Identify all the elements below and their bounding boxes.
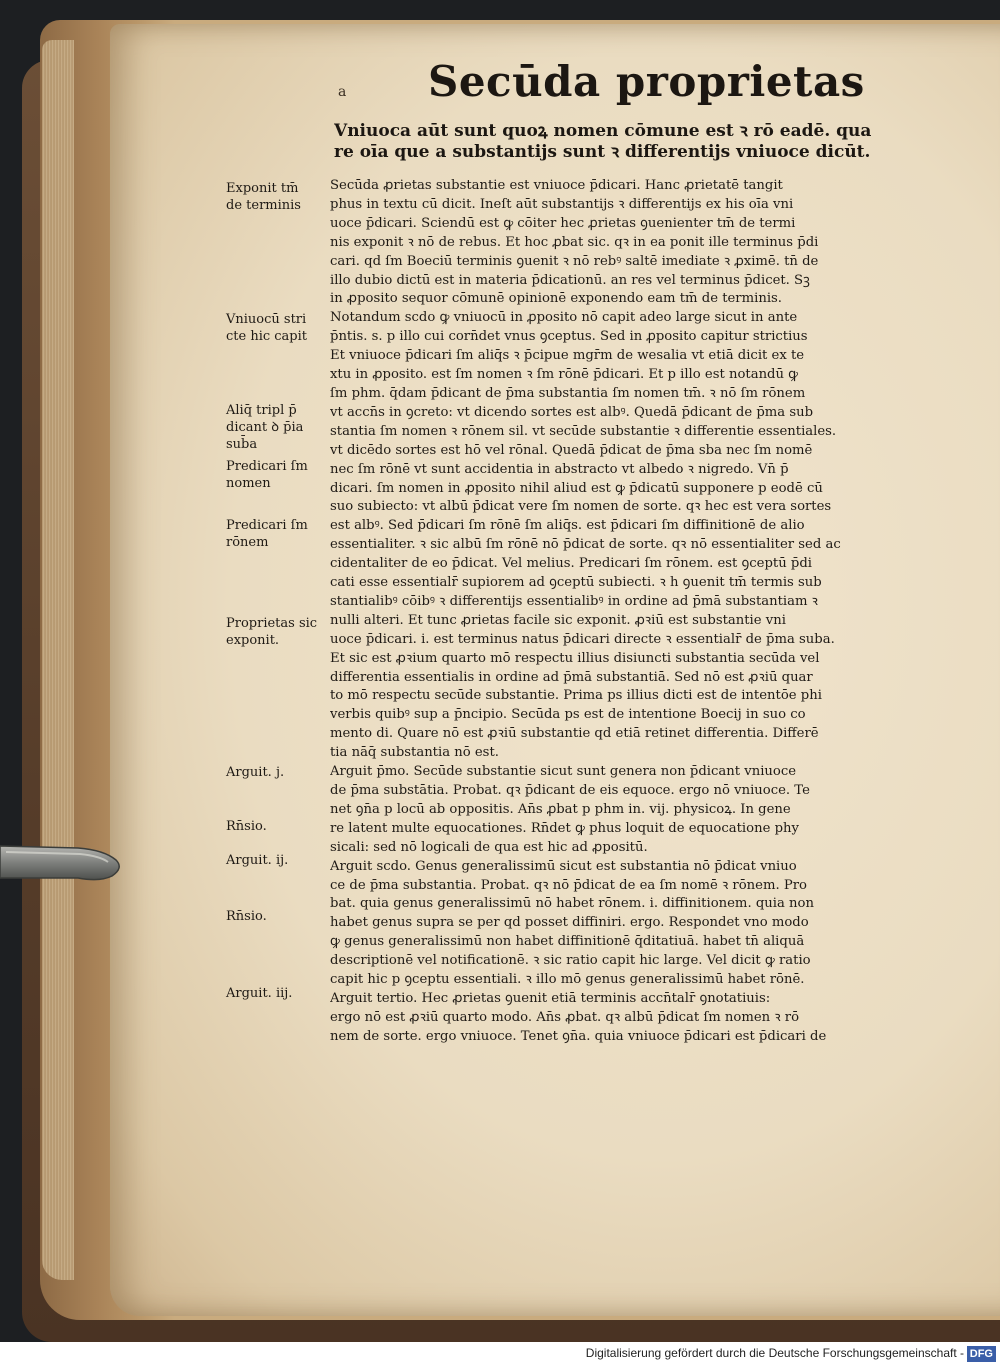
margin-note-line: cte hic capit xyxy=(226,329,308,344)
text-line: in ꝓposito sequor cōmunē opinionē exponendo eam tm̄ de terminis. xyxy=(330,291,782,307)
lemma-line: Vniuoca aūt sunt quoꝝ nomen cōmune est ꝛ rō eadē. qua xyxy=(334,121,872,141)
text-line: habet genus supra se per qd̄ posset diffiniri. ergo. Respondet vno modo xyxy=(330,915,809,931)
corner-mark: a xyxy=(338,84,347,100)
text-line: est albꝰ. Sed p̄dicari ſm rōnē ſm aliq̄s. est p̄dicari ſm diffinitionē de alio xyxy=(330,518,805,534)
margin-note-line: Exponit tm̄ xyxy=(226,181,299,196)
margin-note-line: Arguit. j. xyxy=(226,765,285,780)
text-line: vt accn̄s in ꝯcreto: vt dicendo sortes est albꝰ. Quedā p̄dicant de p̄ma sub xyxy=(330,404,814,420)
dfg-logo: DFG xyxy=(967,1346,996,1362)
text-line: mento di. Quare nō est ꝓꝛiū substantie qd̄ etiā retinet differentia. Differē xyxy=(330,726,819,742)
margin-note-line: Arguit. iij. xyxy=(226,986,293,1001)
text-line: stantialibꝰ cōibꝰ ꝛ differentijs essentialibꝰ in ordine ad p̄mā substantiam ꝛ xyxy=(330,593,818,609)
text-line: xtu in ꝓposito. est ſm nomen ꝛ ſm rōnē p̄dicari. Et p illo est notandū ꝙ xyxy=(330,367,799,383)
margin-note-responsio-2 xyxy=(226,908,338,925)
text-line: Et sic est ꝓꝛium quarto mō respectu illius disiuncti substantia secūda vel xyxy=(330,650,820,666)
text-line: ꝙ genus generalissimū non habet diffinitionē q̄ditatiuā. habet tn̄ aliquā xyxy=(330,934,805,950)
margin-note-line: Aliq̄ tripl p̄ xyxy=(226,403,297,418)
margin-note-line: Rn̄sio. xyxy=(226,909,267,924)
text-line: Notandum scd̄o ꝙ vniuocū in ꝓposito nō capit adeo large sicut in ante xyxy=(330,310,798,326)
margin-note-responsio-1 xyxy=(226,818,338,835)
text-line: sicali: sed nō logicali de qua est hic ad ꝓpositū. xyxy=(330,839,648,855)
margin-note-line: Proprietas sic xyxy=(226,616,318,631)
book-clasp xyxy=(0,838,124,888)
text-line: Arguit p̄mo. Secūde substantie sicut sunt genera non p̄dicant vniuoce xyxy=(330,764,797,780)
margin-note-line: de terminis xyxy=(226,198,301,213)
text-line: uoce p̄dicari. Sciendū est ꝙ cōiter hec ꝓrietas ꝯuenienter tm̄ de termi xyxy=(330,215,796,231)
text-line: differentia essentialis in ordine ad p̄mā substantiā. Sed nō est ꝓꝛiū quar xyxy=(330,669,813,685)
text-line: Arguit scd̄o. Genus generalissimū sicut est substantia nō p̄dicat vniuo xyxy=(330,858,797,874)
page-edges xyxy=(42,40,74,1280)
text-line: to mō respectu secūde substantie. Prima ps illius dicti est de intentōe phi xyxy=(330,688,822,704)
margin-note-exponit xyxy=(226,180,338,214)
text-line: nis exponit ꝛ nō de rebus. Et hoc ꝓbat sic. qꝛ in ea ponit ille terminus p̄di xyxy=(330,234,819,250)
text-line: illo dubio dictū est in materia p̄dicationū. an res vel terminus p̄dicet. Sꝫ xyxy=(330,272,810,288)
margin-note-arguit-1 xyxy=(226,764,338,781)
margin-note-line: rōnem xyxy=(226,535,269,550)
text-line: descriptionē vel notificationē. ꝛ sic ratio capit hic large. Vel dicit ꝙ ratio xyxy=(330,953,811,969)
margin-note-line: sub̄a xyxy=(226,437,258,452)
text-line: nec ſm rōnē vt sunt accidentia in abstracto vt albedo ꝛ nigredo. Vn̄ p̄ xyxy=(330,461,789,477)
text-line: vt dicēdo sortes est hō vel rōnal. Quedā p̄dicat de p̄ma sb̄a nec ſm nomē xyxy=(330,442,813,458)
text-line: net ꝯn̄a p locū ab oppositis. An̄s ꝓbat p phm in. vij. physicoꝝ. In gene xyxy=(330,801,791,817)
margin-note-predicari-nomen xyxy=(226,458,338,492)
text-line: de p̄ma substātia. Probat. qꝛ p̄dicant de eis equoce. ergo nō vniuoce. Te xyxy=(330,783,810,798)
page-heading: Secūda proprietas xyxy=(428,57,865,106)
margin-note-line: Arguit. ij. xyxy=(226,853,289,868)
margin-note-proprietas xyxy=(226,615,338,649)
margin-note-line: nomen xyxy=(226,476,271,491)
text-line: suo subiecto: vt albū p̄dicat vere ſm nomen de sorte. qꝛ hec est vera sortes xyxy=(330,499,832,515)
margin-note-arguit-2 xyxy=(226,852,338,869)
main-text-block xyxy=(330,177,876,1047)
text-line: ergo nō est ꝓꝛiū quarto modo. An̄s ꝓbat. qꝛ albū p̄dicat ſm nomen ꝛ rō xyxy=(330,1009,800,1025)
text-line: ſm phm. q̄dam p̄dicant de p̄ma substantia ſm nomen tm̄. ꝛ nō ſm rōnem xyxy=(330,385,806,401)
text-line: bat. quia genus generalissimū nō habet rōnem. i. diffinitionem. quia non xyxy=(330,896,814,912)
margin-note-predicari-ronem xyxy=(226,517,338,551)
margin-note-line: Rn̄sio. xyxy=(226,819,267,834)
margin-note-aliq-tripl xyxy=(226,402,338,453)
text-line: nem de sorte. ergo vniuoce. Tenet ꝯn̄a. quia vniuoce p̄dicari est p̄dicari de xyxy=(330,1028,827,1044)
margin-note-arguit-3 xyxy=(226,985,338,1002)
text-line: Et vniuoce p̄dicari ſm aliq̄s ꝛ p̄cipue mgr̄m de wesalia vt etiā dicit ex te xyxy=(330,348,805,364)
margin-note-line: exponit. xyxy=(226,633,280,648)
text-line: cidentaliter de eo p̄dicat. Vel melius. Predicari ſm rōnem. est ꝯceptū p̄di xyxy=(330,556,812,572)
text-line: phus in textu cū dicit. Ineſt aūt substantijs ꝛ differentijs ex his oīa vni xyxy=(330,196,794,212)
text-line: stantia ſm nomen ꝛ rōnem sil. vt secūde substantie ꝛ differentie essentiales. xyxy=(330,423,837,439)
text-line: dicari. ſm nomen in ꝓposito nihil aliud est ꝙ p̄dicatū supponere p eodē cū xyxy=(330,480,823,496)
margin-note-line: Predicari ſm xyxy=(226,518,308,533)
margin-note-vniuocu xyxy=(226,311,338,345)
text-line: Secūda ꝓrietas substantie est vniuoce p̄dicari. Hanc ꝓrietatē tangit xyxy=(330,178,783,193)
text-line: capit hic p ꝯceptu essentiali. ꝛ illo mō genus generalissimū habet rōnē. xyxy=(330,972,805,988)
lemma-block xyxy=(334,121,874,163)
text-line: verbis quibꝰ sup a p̄ncipio. Secūda ps est de intentione Boecij in suo co xyxy=(330,707,806,723)
text-line: cari. qd̄ ſm Boeciū terminis ꝯuenit ꝛ nō rebꝰ saltē imediate ꝛ ꝓximē. tn̄ de xyxy=(330,253,819,269)
text-line: essentialiter. ꝛ sic albū ſm rōnē nō p̄dicat de sorte. qꝛ nō essentialiter sed ac xyxy=(330,537,841,553)
margin-note-line: Predicari ſm xyxy=(226,459,308,474)
text-line: nulli alteri. Et tunc ꝓrietas facile sic exponit. ꝓꝛiū est substantie vni xyxy=(330,612,786,628)
lemma-line: re oīa que a substantijs sunt ꝛ differentijs vniuoce dicūt. xyxy=(334,142,871,162)
text-line: p̄ntis. s. p illo cui corn̄det vnus ꝯceptus. Sed in ꝓposito capitur strictius xyxy=(330,329,808,345)
text-line: cati esse essentialr̄ supiorem ad ꝯceptū subiecti. ꝛ h̄ ꝯuenit tm̄ termis sub xyxy=(330,575,822,591)
text-line: tia nāq̄ substantia nō est. xyxy=(330,745,499,761)
margin-note-line: Vniuocū stri xyxy=(226,312,307,327)
footer-credit: Digitalisierung gefördert durch die Deutsche Forschungsgemeinschaft - xyxy=(585,1346,964,1360)
text-line: ce de p̄ma substantia. Probat. qꝛ nō p̄dicat de ea ſm nomē ꝛ rōnem. Pro xyxy=(330,877,807,893)
text-line: uoce p̄dicari. i. est terminus natus p̄dicari directe ꝛ essentialr̄ de p̄ma sub̄a. xyxy=(330,631,835,647)
text-line: re latent multe equocationes. Rn̄det ꝙ phus loquit de equocatione phy xyxy=(330,820,799,836)
margin-note-line: dicant ꝺ p̄ia xyxy=(226,420,304,435)
text-line: Arguit tertio. Hec ꝓrietas ꝯuenit etiā terminis accn̄talr̄ ꝯnotatiuis: xyxy=(330,990,771,1006)
